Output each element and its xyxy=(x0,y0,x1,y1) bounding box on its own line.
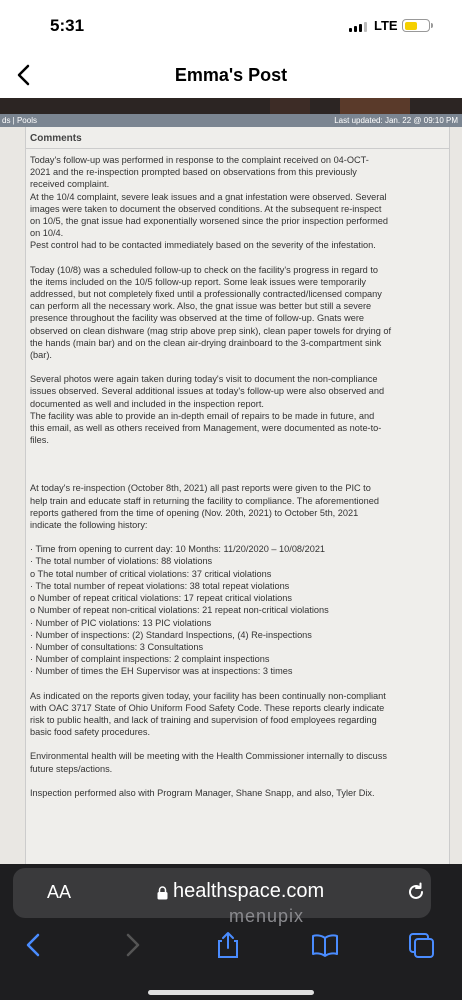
comment-line: risk to public health, and lack of training and supervision of food employees regarding xyxy=(30,714,377,725)
comment-paragraph xyxy=(30,154,445,252)
comment-line: Today (10/8) was a scheduled follow-up to check on the facility's progress in regard to xyxy=(30,264,378,275)
comment-line: this email, as well as others received from Management, were documented as note-to- xyxy=(30,423,382,434)
comment-line: · Number of PIC violations: 13 PIC violations xyxy=(30,617,212,628)
home-indicator xyxy=(148,990,314,995)
bookmarks-icon[interactable] xyxy=(310,930,340,960)
lock-icon xyxy=(157,886,168,900)
status-bar xyxy=(0,0,462,50)
comment-line: future steps/actions. xyxy=(30,763,113,774)
comment-paragraph xyxy=(30,543,445,677)
comment-line: issues observed. Several additional issues at today's follow-up were also observed and xyxy=(30,386,385,397)
comment-line: on 10/4. xyxy=(30,228,64,239)
comment-line: Several photos were again taken during today's visit to document the non-compliance xyxy=(30,374,378,385)
browser-forward-icon[interactable] xyxy=(117,930,147,960)
status-time: 5:31 xyxy=(50,16,85,35)
comment-line: reports gathered from the time of opening (Nov. 20th, 2021) to October 5th, 2021 xyxy=(30,507,359,518)
comment-line: · Number of complaint inspections: 2 complaint inspections xyxy=(30,654,270,665)
comment-paragraph xyxy=(30,458,445,470)
url-text: healthspace.com xyxy=(173,880,325,902)
comment-paragraph xyxy=(30,750,445,774)
comment-line: Pest control had to be contacted immediately based on the severity of the infestation. xyxy=(30,240,376,251)
battery-icon xyxy=(402,19,430,32)
comment-line: with OAC 3717 State of Ohio Uniform Food Safety Code. These reports clearly indicate xyxy=(30,702,385,713)
comment-line: At today's re-inspection (October 8th, 2021) all past reports were given to the PIC to xyxy=(30,483,371,494)
address-bar[interactable] xyxy=(13,868,431,918)
comment-paragraph xyxy=(30,690,445,739)
comment-line: Environmental health will be meeting with the Health Commissioner internally to discuss xyxy=(30,751,387,762)
comment-line xyxy=(30,458,445,470)
signal-icon xyxy=(349,22,367,32)
comment-line: (bar). xyxy=(30,350,52,361)
comment-paragraph xyxy=(30,264,445,362)
comment-line: documented as well and included in the inspection report. xyxy=(30,398,264,409)
browser-toolbar xyxy=(0,864,462,1000)
comment-line: 2021 and the re-inspection prompted based on observations from this previously xyxy=(30,167,357,178)
comment-line: can perform all the necessary work. Also, the gnat issue was better but still a severe xyxy=(30,301,372,312)
comment-line: received complaint. xyxy=(30,179,110,190)
share-icon[interactable] xyxy=(213,930,243,960)
comment-line: The facility was able to provide an in-depth email of repairs to be made in future, and xyxy=(30,410,375,421)
comment-line: presence throughout the facility was observed at the time of follow-up. Gnats were xyxy=(30,313,364,324)
reload-icon[interactable] xyxy=(405,881,427,903)
reader-settings-button[interactable]: AA xyxy=(47,882,72,902)
comment-line: As indicated on the reports given today, your facility has been continually non-compliant xyxy=(30,690,386,701)
browser-back-icon[interactable] xyxy=(19,930,49,960)
comment-line: · Number of inspections: (2) Standard Inspections, (4) Re-inspections xyxy=(30,629,312,640)
comment-line: on 10/5, the gnat issue had exponentially worsened since the prior inspection performed xyxy=(30,216,389,227)
comment-line: o The total number of critical violations: 37 critical violations xyxy=(30,568,272,579)
comment-paragraph xyxy=(30,373,445,446)
report-last-updated: Last updated: Jan. 22 @ 09:10 PM xyxy=(334,116,458,125)
comment-line: · Number of times the EH Supervisor was at inspections: 3 times xyxy=(30,666,293,677)
comment-line: the hands (main bar) and on the clean air-drying drainboard to the 3-compartment sink xyxy=(30,337,382,348)
comment-line: Inspection performed also with Program Manager, Shane Snapp, and also, Tyler Dix. xyxy=(30,787,375,798)
report-header-left: ds | Pools xyxy=(2,116,37,125)
comment-paragraph xyxy=(30,787,445,799)
comment-line: o Number of repeat non-critical violations: 21 repeat non-critical violations xyxy=(30,605,329,616)
comments-body xyxy=(26,149,449,799)
comment-line: images were taken to document the observed conditions. At the subsequent re-inspect xyxy=(30,203,382,214)
watermark-text: menupix xyxy=(229,906,305,926)
comment-line: files. xyxy=(30,435,49,446)
report-header-bar xyxy=(0,114,462,127)
comment-line: help train and educate staff in returning the facility to compliance. The aforementioned xyxy=(30,495,379,506)
comment-line: the items included on the 10/5 follow-up report. Some leak issues were temporarily xyxy=(30,276,367,287)
photo-background-strip xyxy=(0,98,462,114)
comment-line: addressed, but not completely fixed until a professionally contracted/licensed company xyxy=(30,289,382,300)
comment-line: · The total number of violations: 88 violations xyxy=(30,556,213,567)
page-title: Emma's Post xyxy=(174,65,288,85)
comment-paragraph xyxy=(30,482,445,531)
comment-line: observed on clean dishware (mag strip above prep sink), clean paper towels for drying of xyxy=(30,325,392,336)
tabs-icon[interactable] xyxy=(406,930,436,960)
comment-line: Today's follow-up was performed in response to the complaint received on 04-OCT- xyxy=(30,155,369,165)
comment-line: · Time from opening to current day: 10 Months: 11/20/2020 – 10/08/2021 xyxy=(30,544,326,555)
comment-line: · The total number of repeat violations: 38 total repeat violations xyxy=(30,580,290,591)
post-photo xyxy=(0,98,462,870)
comments-panel xyxy=(25,127,450,870)
network-label: LTE xyxy=(374,18,398,33)
comments-title: Comments xyxy=(26,127,449,149)
nav-bar xyxy=(0,52,462,98)
comment-line: o Number of repeat critical violations: 17 repeat critical violations xyxy=(30,593,292,604)
comment-line: At the 10/4 complaint, severe leak issues and a gnat infestation were observed. Several xyxy=(30,191,387,202)
comment-line: basic food safety procedures. xyxy=(30,727,151,738)
comment-line: indicate the following history: xyxy=(30,520,148,531)
comment-line: · Number of consultations: 3 Consultations xyxy=(30,641,204,652)
